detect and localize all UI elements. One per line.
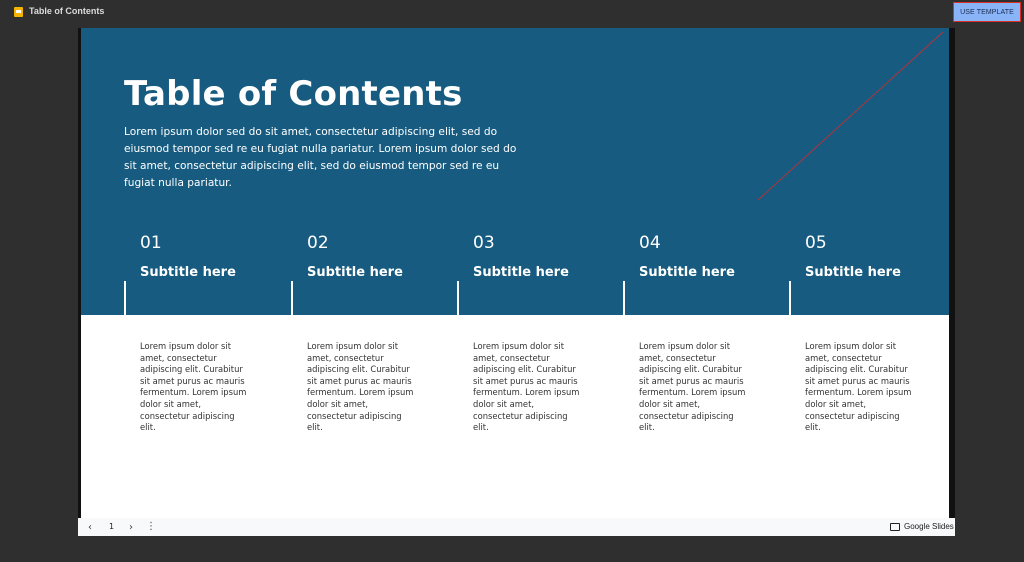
slide-viewer [78,28,955,536]
chevron-left-icon[interactable]: ‹ [88,522,92,533]
slide-controls [78,518,955,536]
toc-number: 04 [639,233,661,253]
toc-subtitle: Subtitle here [307,265,403,280]
toc-subtitle: Subtitle here [639,265,735,280]
more-vert-icon[interactable]: ⋮ [146,521,156,532]
top-bar [0,0,1024,28]
chevron-right-icon[interactable]: › [129,522,133,533]
toc-subtitle: Subtitle here [805,265,901,280]
slides-icon [14,7,23,17]
annotation-line [81,28,949,315]
slide-intro: Lorem ipsum dolor sed do sit amet, consectetur adipiscing elit, sed do eiusmod tempor sed re eu fugiat nulla pariatur. Lorem ipsum dolor sed do sit amet, consectetur adipiscing elit, sed do eiusmod tempor sed re eu fugiat nulla pariatur. [124,126,517,189]
toc-number: 03 [473,233,495,253]
toc-body: Lorem ipsum dolor sit amet, consectetur adipiscing elit. Curabitur sit amet purus ac mauris fermentum. Lorem ipsum dolor sit amet, consectetur adipiscing elit. [639,341,746,433]
slide-title: Table of Contents [124,74,463,114]
google-slides-label[interactable]: Google Slides [904,522,954,531]
toc-number: 02 [307,233,329,253]
pointer-line [758,32,943,200]
toc-body: Lorem ipsum dolor sit amet, consectetur adipiscing elit. Curabitur sit amet purus ac mauris fermentum. Lorem ipsum dolor sit amet, consectetur adipiscing elit. [307,341,414,433]
page-number: 1 [109,522,115,531]
toc-subtitle: Subtitle here [473,265,569,280]
toc-body: Lorem ipsum dolor sit amet, consectetur adipiscing elit. Curabitur sit amet purus ac mauris fermentum. Lorem ipsum dolor sit amet, consectetur adipiscing elit. [473,341,580,433]
toc-number: 01 [140,233,162,253]
toc-body: Lorem ipsum dolor sit amet, consectetur adipiscing elit. Curabitur sit amet purus ac mauris fermentum. Lorem ipsum dolor sit amet, consectetur adipiscing elit. [140,341,247,433]
use-template-button[interactable]: USE TEMPLATE [953,2,1021,22]
google-slides-icon [890,523,900,531]
toc-body: Lorem ipsum dolor sit amet, consectetur adipiscing elit. Curabitur sit amet purus ac mauris fermentum. Lorem ipsum dolor sit amet, consectetur adipiscing elit. [805,341,912,433]
slide [81,28,949,518]
toc-subtitle: Subtitle here [140,265,236,280]
app-title: Table of Contents [29,6,105,16]
toc-number: 05 [805,233,827,253]
